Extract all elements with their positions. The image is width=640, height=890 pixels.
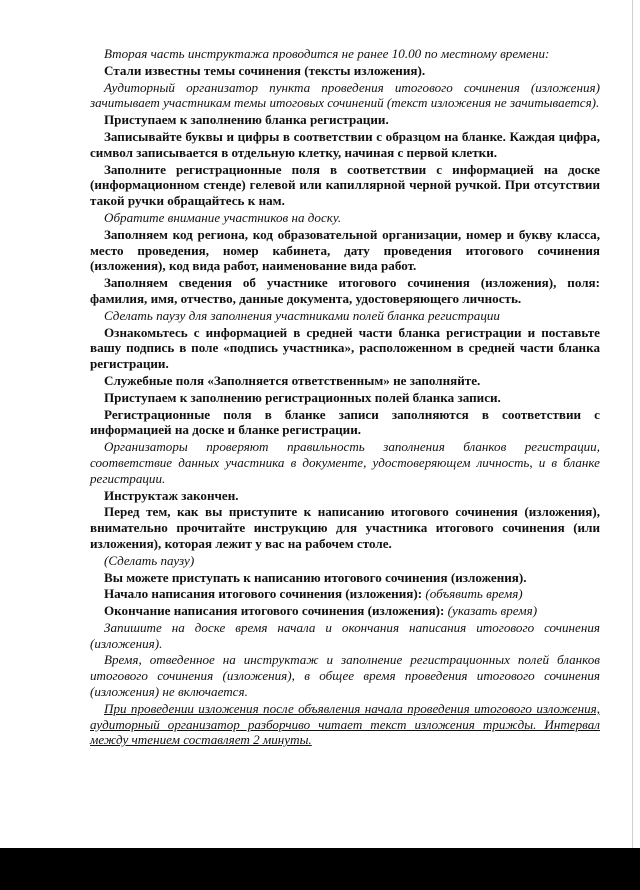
paragraph-15: Организаторы проверяют правильность заполнения бланков регистрации, соответствие данных участника в документе, удостоверяющем личность, и в бланке регистрации. bbox=[90, 439, 600, 486]
end-time-label: Окончание написания итогового сочинения (изложения): bbox=[104, 603, 448, 619]
end-time-line bbox=[90, 603, 600, 619]
scan-edge-line bbox=[632, 0, 633, 848]
paragraph-19: Вы можете приступать к написанию итогового сочинения (изложения). bbox=[104, 569, 527, 585]
scan-bottom-border bbox=[0, 848, 640, 890]
paragraph-12: Служебные поля «Заполняется ответственным» не заполняйте. bbox=[104, 372, 481, 388]
start-time-label: Начало написания итогового сочинения (изложения): bbox=[104, 586, 426, 602]
paragraph-18: (Сделать паузу) bbox=[104, 552, 195, 568]
paragraph-14: Регистрационные поля в бланке записи заполняются в соответствии с информацией на доске и бланке регистрации. bbox=[90, 406, 600, 438]
closing-paragraph-3: При проведении изложения после объявления начала проведения итогового изложения, аудиторный организатор разборчиво читает текст изложения трижды. Интервал между чтением составляет 2 минуты. bbox=[90, 700, 600, 748]
paragraph-1: Вторая часть инструктажа проводится не ранее 10.00 по местному времени: bbox=[104, 46, 550, 61]
instruction-body bbox=[90, 46, 600, 585]
paragraph-6: Заполните регистрационные поля в соответствии с информацией на доске (информационном стенде) гелевой или капиллярной черной ручкой. При отсутствии такой ручки обращайтесь к нам. bbox=[90, 161, 600, 209]
paragraph-11: Ознакомьтесь с информацией в средней части бланка регистрации и поставьте вашу подпись в поле «подпись участника», расположенном в средней части бланка регистрации. bbox=[90, 324, 600, 372]
closing-paragraph-1: Запишите на доске время начала и окончания написания итогового сочинения (изложения). bbox=[90, 619, 600, 651]
paragraph-8: Заполняем код региона, код образовательной организации, номер и букву класса, место проведения, номер кабинета, дату проведения итогового сочинения (изложения), код вида работ, наименование вида работ. bbox=[90, 226, 600, 274]
paragraph-9: Заполняем сведения об участнике итогового сочинения (изложения), поля: фамилия, имя, отчество, данные документа, удостоверяющего личность. bbox=[90, 275, 600, 306]
paragraph-4: Приступаем к заполнению бланка регистрации. bbox=[104, 112, 389, 128]
paragraph-2: Стали известны темы сочинения (тексты изложения). bbox=[104, 62, 426, 78]
paragraph-13: Приступаем к заполнению регистрационных полей бланка записи. bbox=[104, 389, 501, 405]
start-time-line bbox=[90, 586, 600, 602]
paragraph-7: Обратите внимание участников на доску. bbox=[104, 209, 342, 225]
end-time-note: (указать время) bbox=[447, 603, 538, 619]
paragraph-16: Инструктаж закончен. bbox=[104, 487, 239, 503]
paragraph-3: Аудиторный организатор пункта проведения итогового сочинения (изложения) зачитывает участникам темы итоговых сочинений (текст изложения не зачитывается). bbox=[90, 79, 600, 111]
paragraph-5: Записывайте буквы и цифры в соответствии с образцом на бланке. Каждая цифра, символ записывается в отдельную клетку, начиная с первой клетки. bbox=[90, 128, 600, 160]
closing-paragraph-2: Время, отведенное на инструктаж и заполнение регистрационных полей бланков итогового сочинения (изложения), в общее время проведения итогового сочинения (изложения) не включается. bbox=[90, 652, 600, 700]
closing-body bbox=[90, 620, 600, 748]
paragraph-17: Перед тем, как вы приступите к написанию итогового сочинения (изложения), внимательно прочитайте инструкцию для участника итогового сочинения (или изложения), которая лежит у вас на рабочем столе. bbox=[90, 504, 600, 551]
start-time-note: (объявить время) bbox=[425, 586, 523, 602]
paragraph-10: Сделать паузу для заполнения участниками полей бланка регистрации bbox=[104, 307, 500, 323]
